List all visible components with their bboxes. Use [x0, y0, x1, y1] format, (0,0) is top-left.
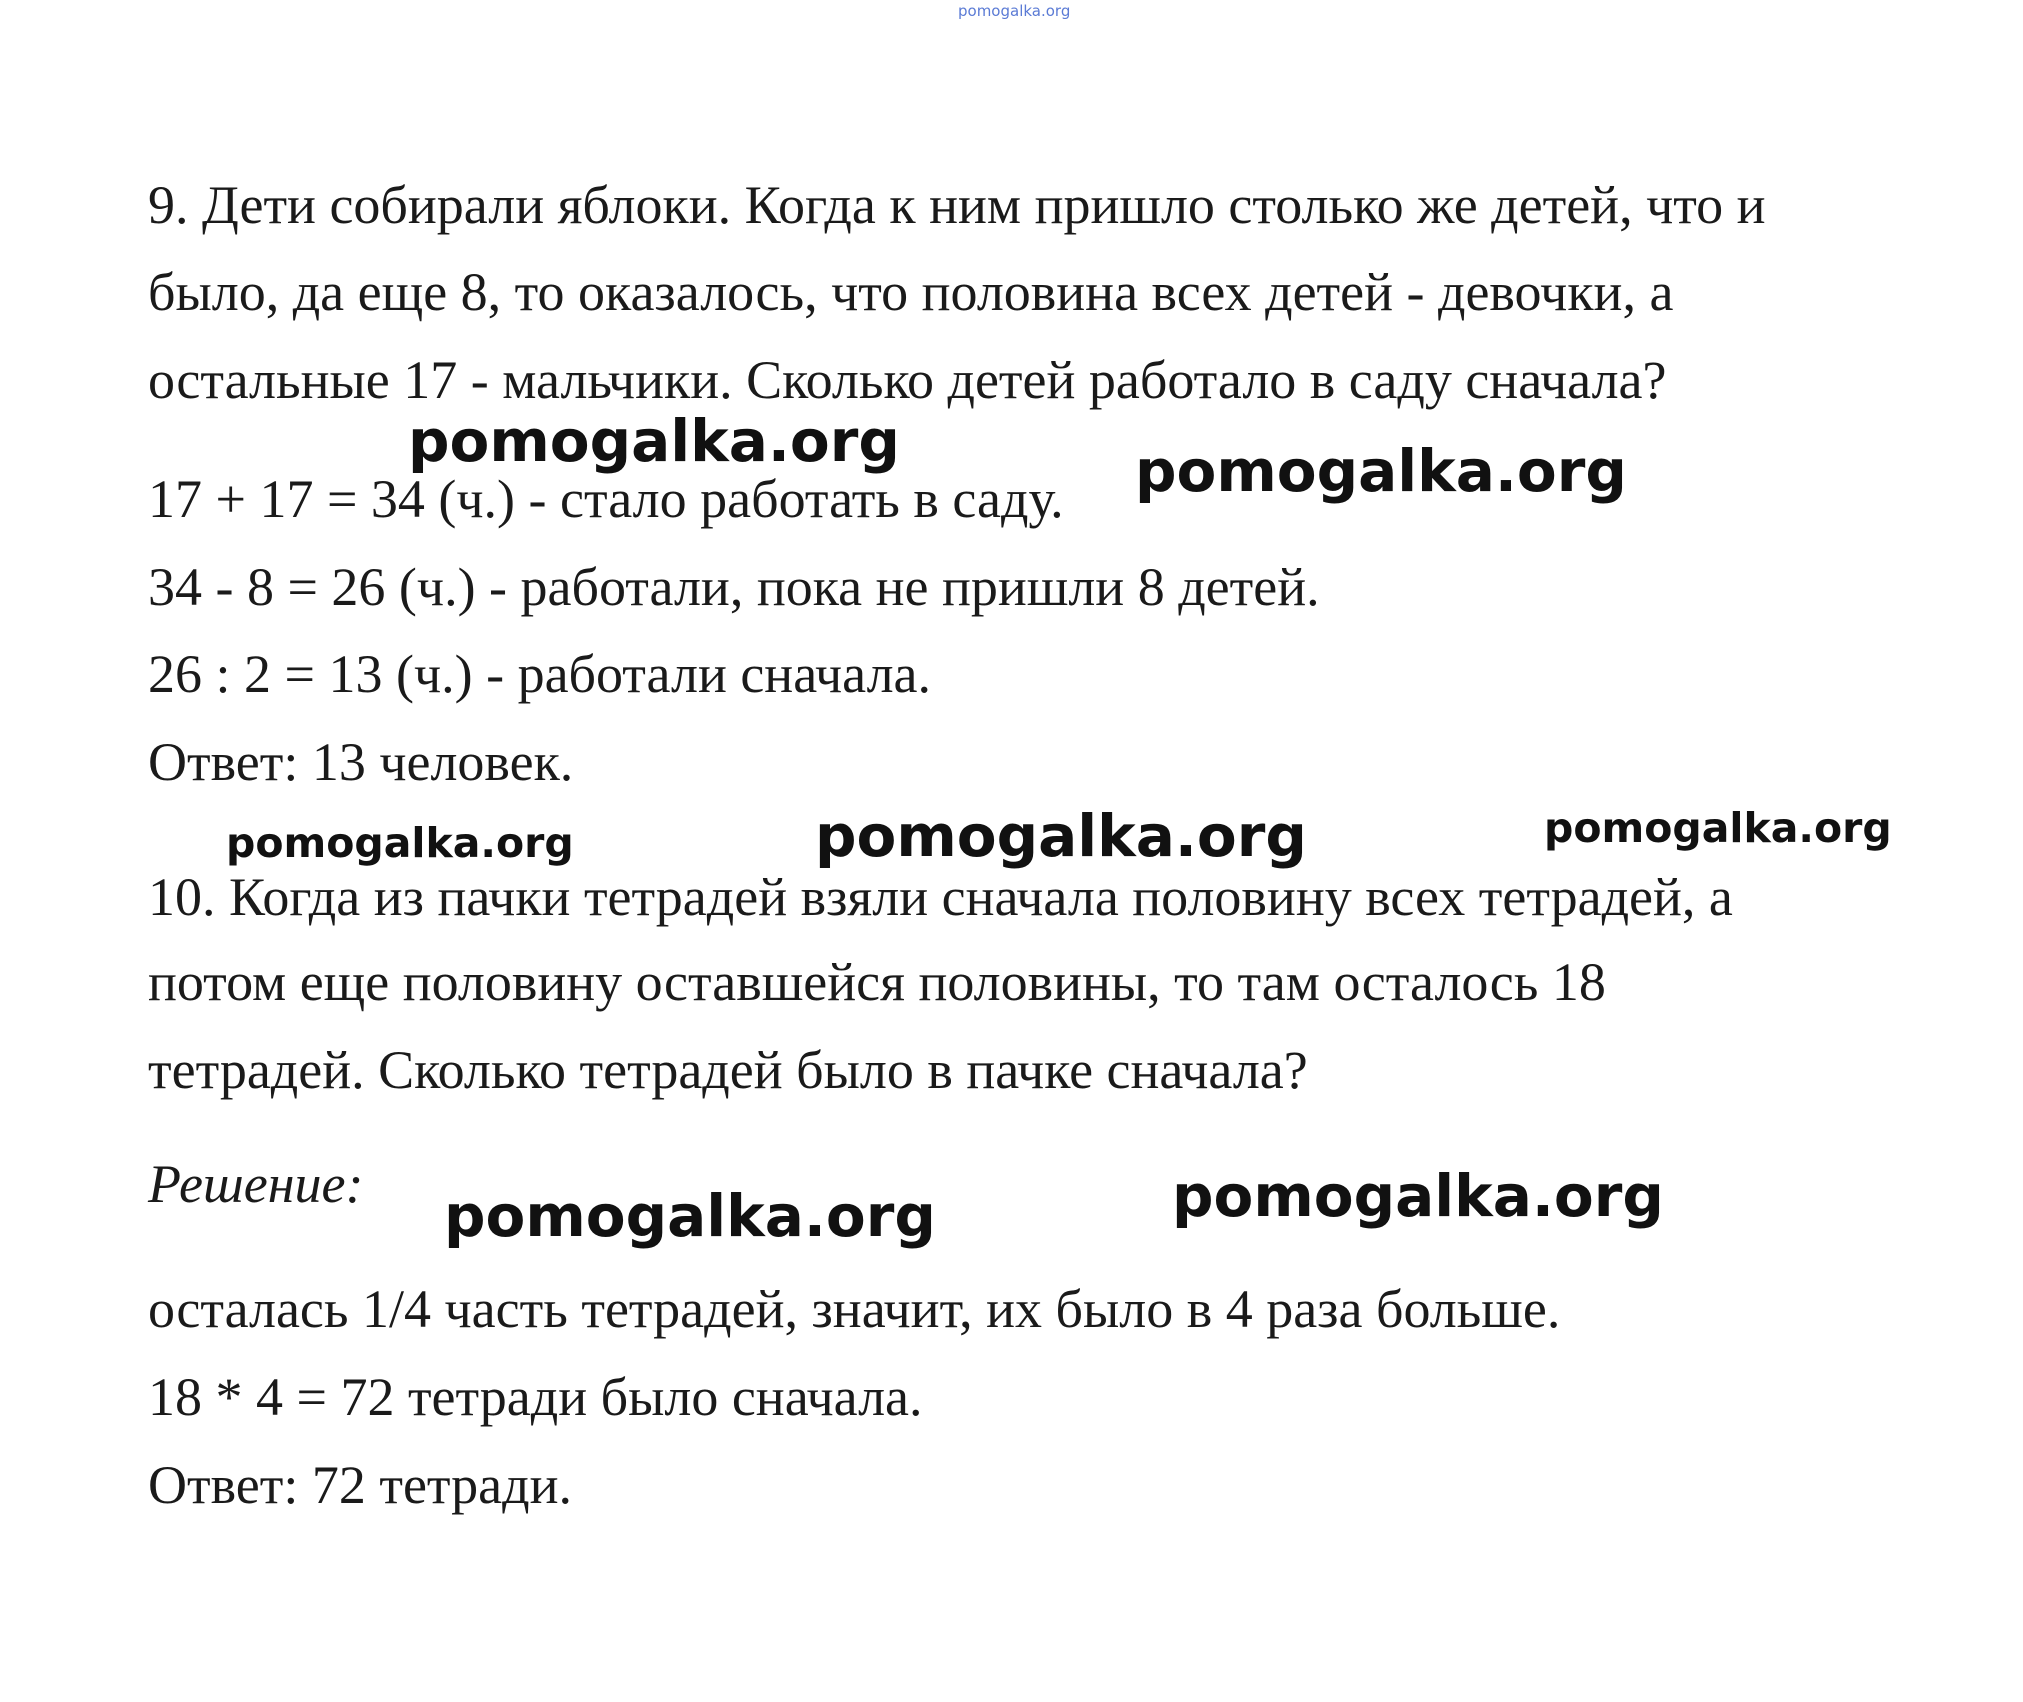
- watermark-2: pomogalka.org: [1135, 437, 1627, 505]
- watermark-4: pomogalka.org: [815, 802, 1307, 870]
- task9-line-3: остальные 17 - мальчики. Сколько детей работало в саду сначала?: [148, 350, 1667, 410]
- watermark-top: pomogalka.org: [958, 2, 1071, 20]
- watermark-7: pomogalka.org: [1172, 1162, 1664, 1230]
- task10-line-2: потом еще половину оставшейся половины, то там осталось 18: [148, 952, 1606, 1012]
- task9-line-2: было, да еще 8, то оказалось, что половина всех детей - девочки, а: [148, 262, 1674, 322]
- watermark-1: pomogalka.org: [408, 407, 900, 475]
- task10-solution-label: Решение:: [148, 1154, 364, 1214]
- watermark-6: pomogalka.org: [444, 1182, 936, 1250]
- task9-answer: Ответ: 13 человек.: [148, 732, 574, 792]
- watermark-3: pomogalka.org: [226, 819, 574, 867]
- task9-solution-2: 34 - 8 = 26 (ч.) - работали, пока не пришли 8 детей.: [148, 557, 1320, 617]
- task10-line-3: тетрадей. Сколько тетрадей было в пачке сначала?: [148, 1040, 1308, 1100]
- task10-answer: Ответ: 72 тетради.: [148, 1455, 573, 1515]
- task10-solution-2: 18 * 4 = 72 тетради было сначала.: [148, 1367, 923, 1427]
- task9-line-1: 9. Дети собирали яблоки. Когда к ним пришло столько же детей, что и: [148, 175, 1766, 235]
- task10-solution-1: осталась 1/4 часть тетрадей, значит, их было в 4 раза больше.: [148, 1279, 1561, 1339]
- task9-solution-1: 17 + 17 = 34 (ч.) - стало работать в саду.: [148, 469, 1064, 529]
- watermark-5: pomogalka.org: [1544, 804, 1892, 852]
- task10-line-1: 10. Когда из пачки тетрадей взяли сначала половину всех тетрадей, а: [148, 867, 1733, 927]
- task9-solution-3: 26 : 2 = 13 (ч.) - работали сначала.: [148, 644, 932, 704]
